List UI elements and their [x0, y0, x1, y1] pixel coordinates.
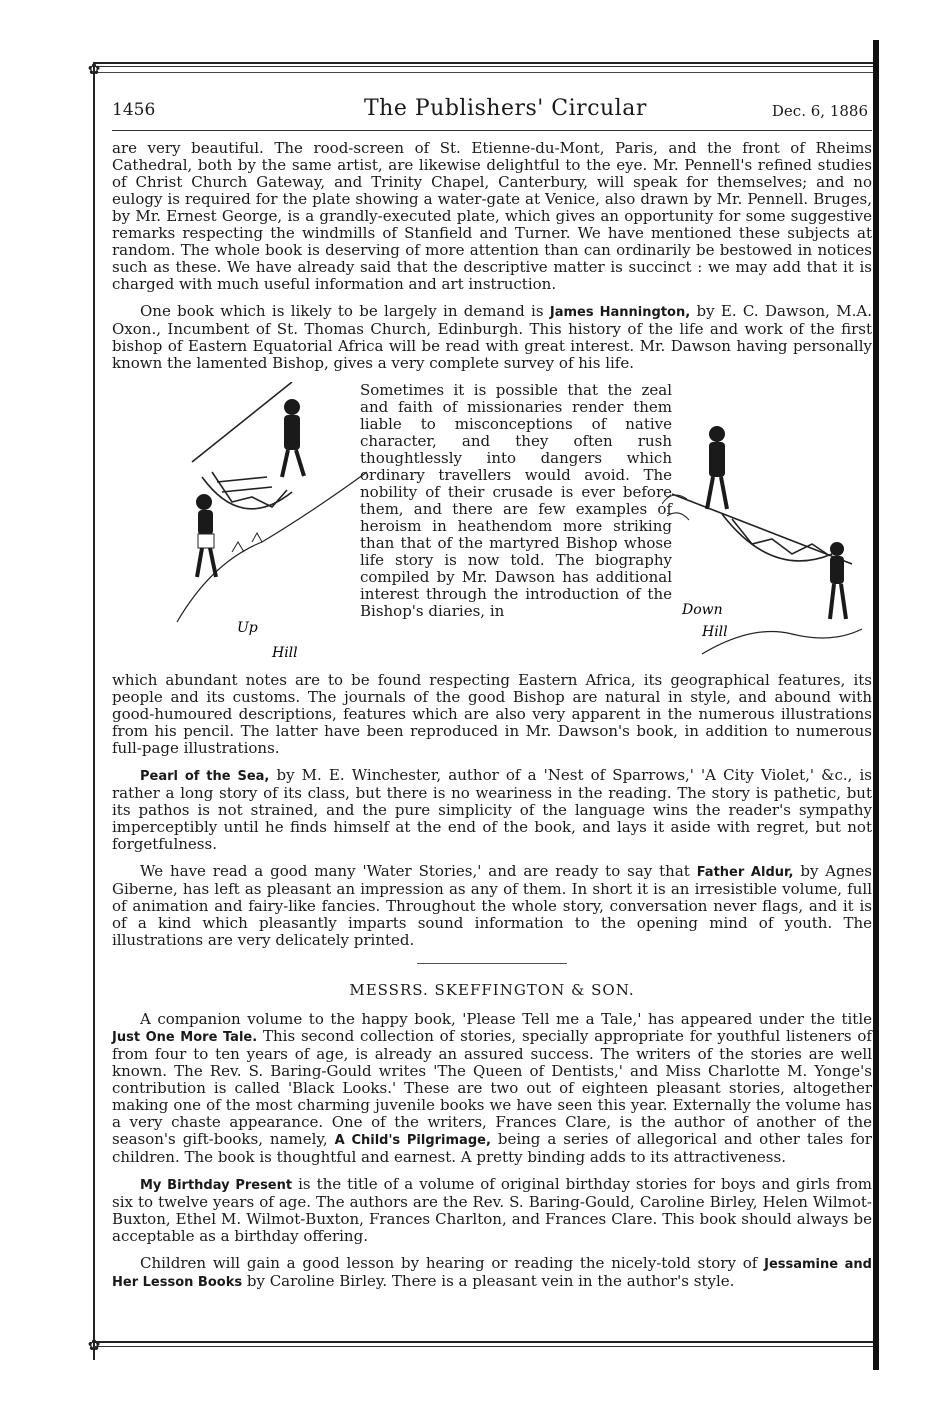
caption-hill: Hill: [272, 645, 298, 661]
header-rule: [112, 130, 872, 131]
fleuron-ornament-icon: ✿: [87, 1336, 101, 1354]
journal-title: The Publishers' Circular: [364, 96, 647, 121]
book-title: Pearl of the Sea,: [140, 769, 270, 784]
article-body: [112, 140, 872, 1301]
page-number: 1456: [112, 100, 156, 120]
issue-date: Dec. 6, 1886: [771, 102, 868, 120]
book-title: James Hannington,: [549, 305, 691, 320]
paragraph-pearl: Pearl of the Sea, by M. E. Winchester, author of a 'Nest of Sparrows,' 'A City Violet,' &c., is rather a long story of its class, but there is no weariness in the reading. The story is pathetic, but its pathos is not strained, and the pure simplicity of the language wins the reader's sympathy imperceptibly until he finds himself at the end of the book, and lays it aside with regret, but not forgetfulness.: [112, 766, 872, 853]
down-hill-illustration: [662, 404, 862, 664]
binding-spine: [873, 40, 879, 1370]
bottom-rule: [93, 1341, 875, 1343]
book-title: Jessamine and Her Lesson Books: [112, 1257, 872, 1290]
caption-hill: Hill: [702, 624, 728, 640]
paragraph-water-stories: We have read a good many 'Water Stories,' and are ready to say that Father Aldur, by Agnes Giberne, has left as pleasant an impression as any of them. In short it is an irresistible volume, full of animation and fairy-like fancies. Throughout the whole story, conversation never flags, and it is of a kind which pleasantly imparts sound information to the opening mind of youth. The illustrations are very delicately printed.: [112, 862, 872, 949]
up-hill-illustration: [172, 382, 367, 667]
page-header: [112, 96, 872, 124]
paragraph-hannington-end: which abundant notes are to be found respecting Eastern Africa, its geographical features, its people and its customs. The journals of the good Bishop are natural in style, and abound with good-humoured descriptions, features which are also very apparent in the numerous illustrations from his pencil. The latter have been reproduced in Mr. Dawson's book, in addition to numerous full-page illustrations.: [112, 671, 872, 757]
paragraph-skeffington: A companion volume to the happy book, 'Please Tell me a Tale,' has appeared under the title Just One More Tale. This second collection of stories, specially appropriate for youthful listeners of from four to ten years of age, is already an assured success. The writers of the stories are well known. The Rev. S. Baring-Gould writes 'The Queen of Dentists,' and Miss Charlotte M. Yonge's contribution is called 'Black Looks.' These are two out of eighteen pleasant stories, altogether making one of the most charming juvenile books we have seen this year. Externally the volume has a very chaste appearance. One of the writers, Frances Clare, is the author of another of the season's gift-books, namely, A Child's Pilgrimage, being a series of allegorical and other tales for children. The book is thoughtful and earnest. A pretty binding adds to its attractiveness.: [112, 1010, 872, 1166]
fleuron-ornament-icon: ✿: [87, 60, 101, 78]
book-title: A Child's Pilgrimage,: [334, 1133, 491, 1148]
paragraph-jessamine: Children will gain a good lesson by hearing or reading the nicely-told story of Jessamine and Her Lesson Books by Caroline Birley. There is a pleasant vein in the author's style.: [112, 1254, 872, 1290]
wrapped-text: Sometimes it is possible that the zeal and faith of missionaries render them liable to misconceptions of native character, and they often rush thoughtlessly into dangers which ordinary travellers would avoid. The nobility of their crusade is ever before them, and there are few examples of heroism in heathendom more striking than that of the martyred Bishop whose life story is now told. The biography compiled by Mr. Dawson has additional interest through the introduction of the Bishop's diaries, in: [360, 381, 672, 620]
section-heading: MESSRS. SKEFFINGTON & SON.: [349, 981, 635, 999]
section-divider: [417, 963, 567, 964]
paragraph-hannington: One book which is likely to be largely in demand is James Hannington, by E. C. Dawson, M.A. Oxon., Incumbent of St. Thomas Church, Edinburgh. This history of the life and work of the first bishop of Eastern Equatorial Africa will be read with great interest. Mr. Dawson having personally known the lamented Bishop, gives a very complete survey of his life.: [112, 302, 872, 372]
book-title: Just One More Tale.: [112, 1030, 258, 1045]
top-rule-inner: [93, 72, 875, 73]
top-rule: [93, 66, 875, 67]
caption-up: Up: [237, 620, 258, 636]
caption-down: Down: [682, 602, 723, 618]
bottom-rule-inner: [93, 1346, 875, 1347]
illustration-block: [112, 382, 872, 672]
paragraph-birthday: My Birthday Present is the title of a volume of original birthday stories for boys and girls from six to twelve years of age. The authors are the Rev. S. Baring-Gould, Caroline Birley, Helen Wilmot-Buxton, Ethel M. Wilmot-Buxton, Frances Charlton, and Frances Clare. This book should always be acceptable as a birthday offering.: [112, 1175, 872, 1245]
book-title: Father Aldur,: [696, 865, 794, 880]
paragraph-architecture: are very beautiful. The rood-screen of St. Etienne-du-Mont, Paris, and the front of Rheims Cathedral, both by the same artist, are likewise delightful to the eye. Mr. Pennell's refined studies of Christ Church Gateway, and Trinity Chapel, Canterbury, will speak for themselves; and no eulogy is required for the plate showing a water-gate at Venice, also drawn by Mr. Pennell. Bruges, by Mr. Ernest George, is a grandly-executed plate, which gives an opportunity for some suggestive remarks respecting the windmills of Stanfield and Turner. We have mentioned these subjects at random. The whole book is deserving of more attention than can ordinarily be bestowed in notices such as these. We have already said that the descriptive matter is succinct : we may add that it is charged with much useful information and art instruction.: [112, 139, 872, 293]
book-title: My Birthday Present: [140, 1178, 293, 1193]
